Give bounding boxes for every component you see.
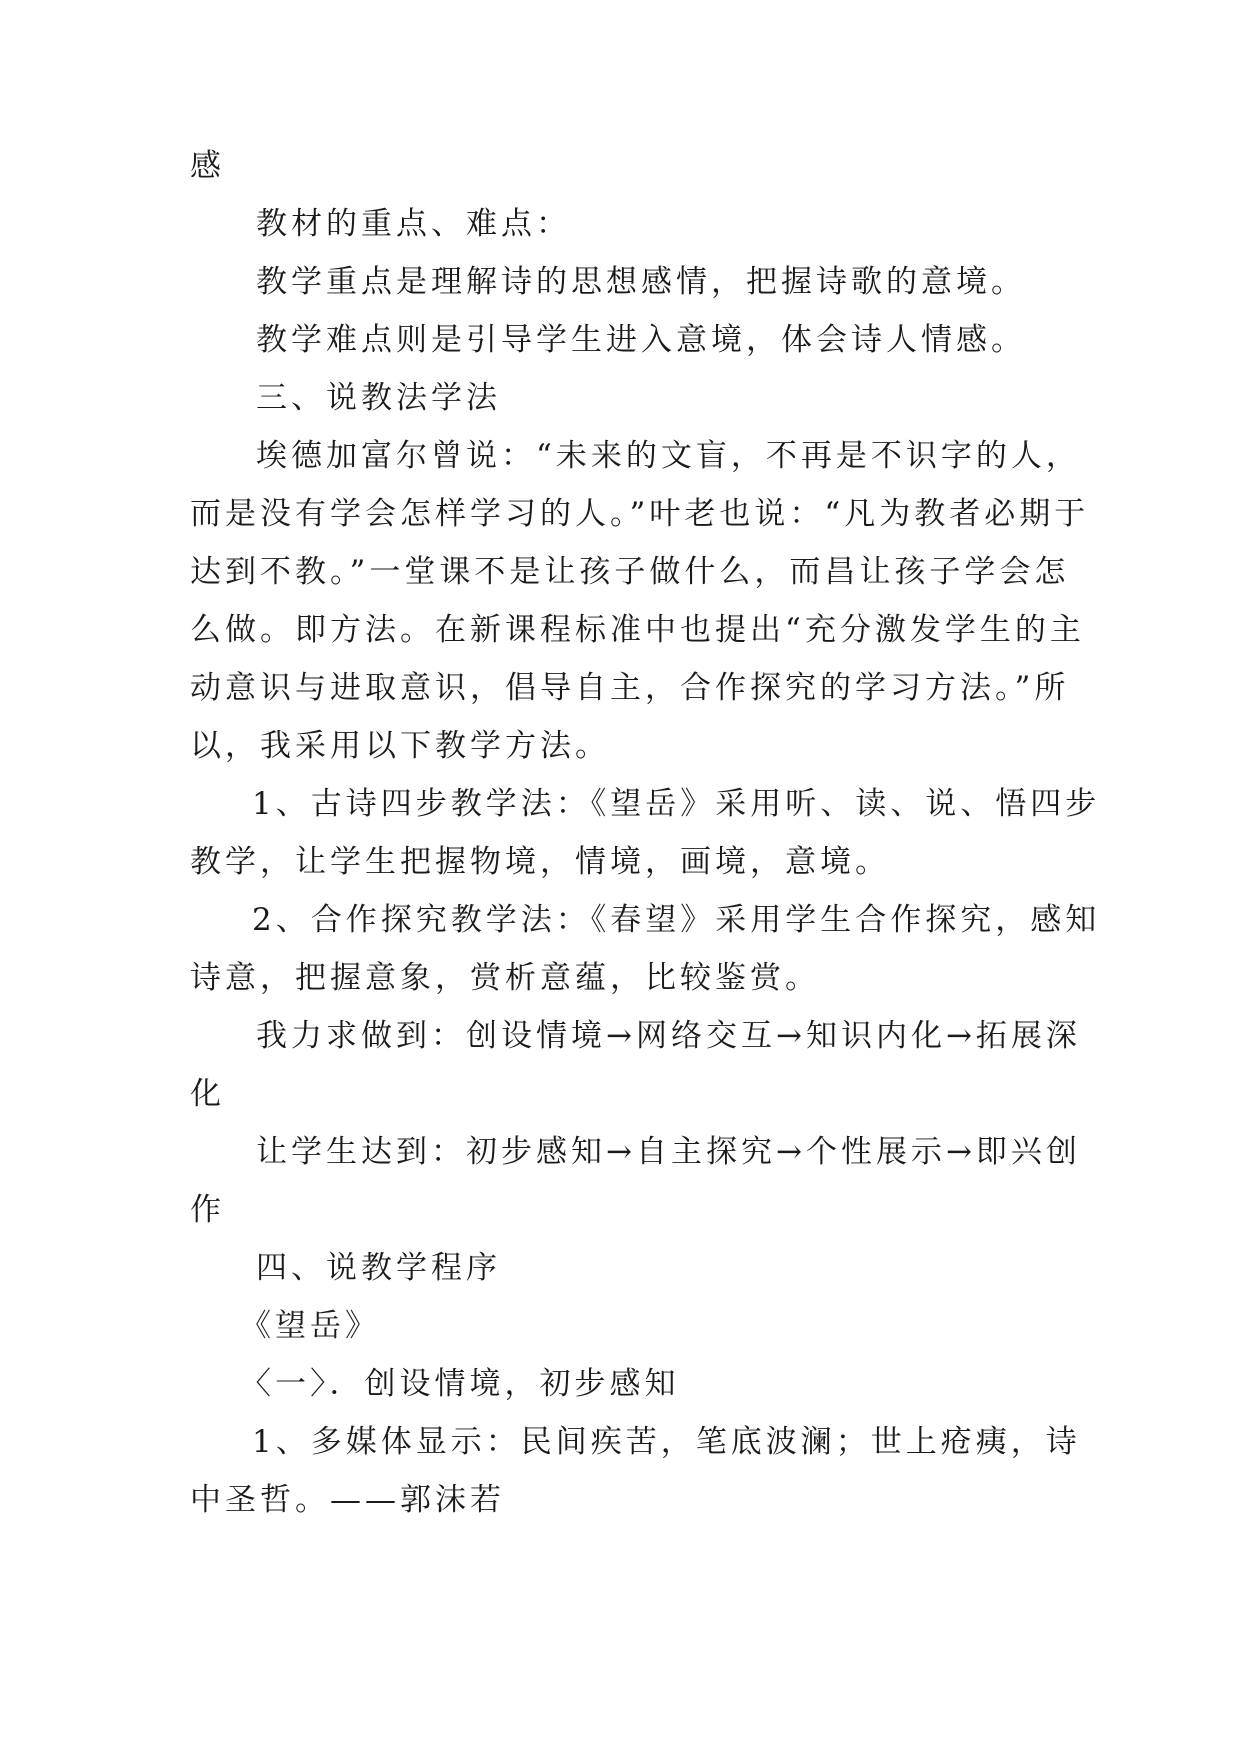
- subsection-heading: 〈一〉．创设情境，初步感知: [240, 1366, 680, 1402]
- text-line: 教学重点是理解诗的思想感情，把握诗歌的意境。: [256, 264, 1026, 300]
- text-line: 埃德加富尔曾说：“未来的文盲，不再是不识字的人，: [256, 438, 1081, 474]
- poem-title: 《望岳》: [240, 1308, 380, 1344]
- text-line: 诗意，把握意象，赏析意蕴，比较鉴赏。: [190, 960, 820, 996]
- text-line: 作: [190, 1192, 225, 1228]
- section-heading: 教材的重点、难点：: [256, 206, 571, 242]
- text-line: 感: [190, 148, 225, 184]
- list-item: 1、古诗四步教学法：《望岳》采用听、读、说、悟四步: [252, 786, 1101, 822]
- text-line: 而是没有学会怎样学习的人。”叶老也说：“凡为教者必期于: [190, 496, 1090, 532]
- text-line: 达到不教。”一堂课不是让孩子做什么，而昌让孩子学会怎: [190, 554, 1070, 590]
- text-line: 中圣哲。——郭沫若: [190, 1482, 505, 1518]
- list-item: 1、多媒体显示：民间疾苦，笔底波澜；世上疮痍，诗: [252, 1424, 1081, 1460]
- text-line: 教学，让学生把握物境，情境，画境，意境。: [190, 844, 890, 880]
- section-heading: 三、说教法学法: [256, 380, 501, 416]
- text-line: 动意识与进取意识，倡导自主，合作探究的学习方法。”所: [190, 670, 1070, 706]
- text-line: 让学生达到：初步感知→自主探究→个性展示→即兴创: [256, 1134, 1081, 1170]
- section-heading: 四、说教学程序: [256, 1250, 501, 1286]
- text-line: 教学难点则是引导学生进入意境，体会诗人情感。: [256, 322, 1026, 358]
- list-item: 2、合作探究教学法：《春望》采用学生合作探究，感知: [252, 902, 1101, 938]
- text-line: 以，我采用以下教学方法。: [190, 728, 610, 764]
- text-line: 么做。即方法。在新课程标准中也提出“充分激发学生的主: [190, 612, 1085, 648]
- text-line: 我力求做到：创设情境→网络交互→知识内化→拓展深: [256, 1018, 1081, 1054]
- text-line: 化: [190, 1076, 225, 1112]
